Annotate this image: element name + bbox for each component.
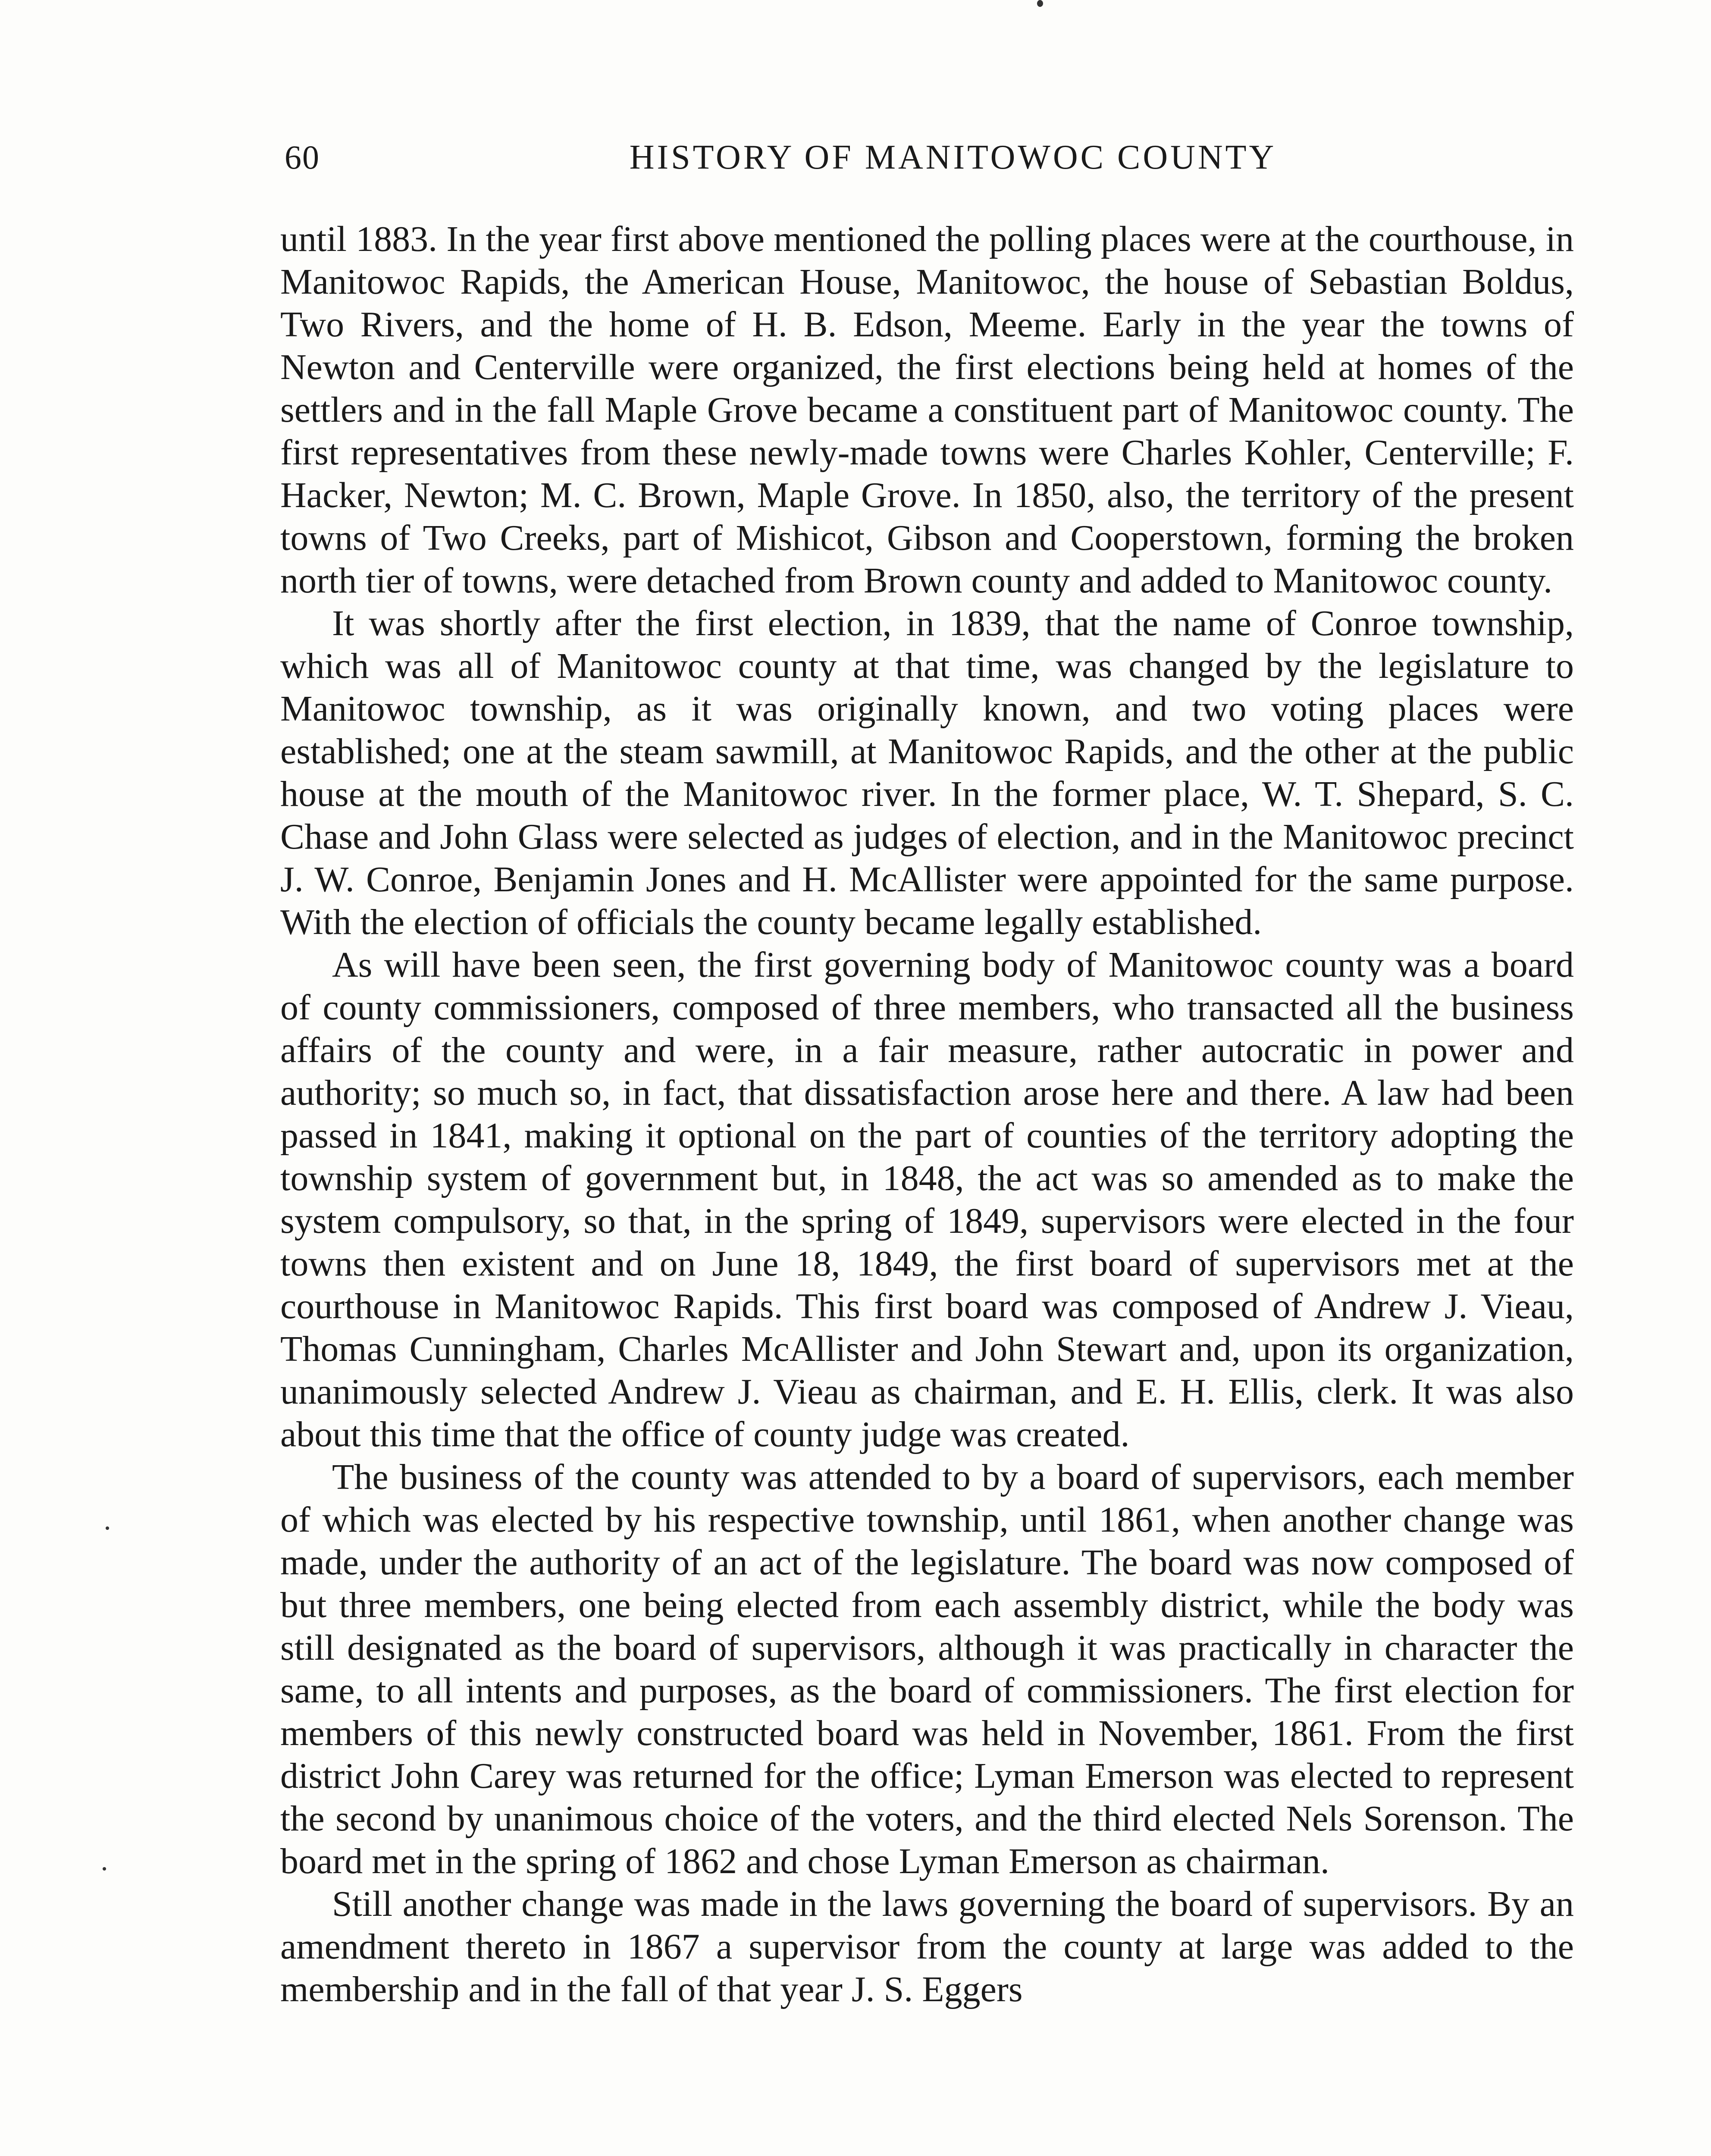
print-speck xyxy=(106,1526,109,1530)
paragraph-4: The business of the county was attended to by a board of supervisors, each member of which was elected by his respective township, until 1861, when another change was made, under the authority of an act of the legislature. The board was now composed of but three members, one being elected from each assembly district, while the body was still designated as the board of supervisors, although it was practically in character the same, to all intents and purposes, as the board of commissioners. The first election for members of this newly constructed board was held in November, 1861. From the first district John Carey was returned for the office; Lyman Emerson was elected to represent the second by unanimous choice of the voters, and the third elected Nels Sorenson. The board met in the spring of 1862 and chose Lyman Emerson as chairman. xyxy=(280,1457,1574,1881)
print-speck xyxy=(103,1867,106,1871)
paragraph-2: It was shortly after the first election, in 1839, that the name of Conroe township, which was all of Manitowoc county at that time, was changed by the legislature to Manitowoc township, as it was originally known, and two voting places were established; one at the steam sawmill, at Manitowoc Rapids, and the other at the public house at the mouth of the Manitowoc river. In the former place, W. T. Shepard, S. C. Chase and John Glass were selected as judges of election, and in the Manitowoc precinct J. W. Conroe, Benjamin Jones and H. McAllister were appointed for the same purpose. With the election of officials the county became legally established. xyxy=(280,603,1574,942)
print-speck xyxy=(1037,0,1043,7)
running-head xyxy=(285,138,1570,185)
paragraph-5: Still another change was made in the laws governing the board of supervisors. By an amendment thereto in 1867 a supervisor from the county at large was added to the membership and in the fall of that year J. S. Eggers xyxy=(280,1884,1574,2009)
body-text xyxy=(280,218,1574,2011)
paragraph-1: until 1883. In the year first above mentioned the polling places were at the courthouse, in Manitowoc Rapids, the American House, Manitowoc, the house of Sebastian Boldus, Two Rivers, and the home of H. B. Edson, Meeme. Early in the year the towns of Newton and Centerville were organized, the first elections being held at homes of the settlers and in the fall Maple Grove became a constituent part of Manitowoc county. The first representatives from these newly-made towns were Charles Kohler, Centerville; F. Hacker, Newton; M. C. Brown, Maple Grove. In 1850, also, the territory of the present towns of Two Creeks, part of Mishicot, Gibson and Cooperstown, forming the broken north tier of towns, were detached from Brown county and added to Manitowoc county. xyxy=(280,219,1574,601)
page-number: 60 xyxy=(285,138,320,176)
paragraph-3: As will have been seen, the first governing body of Manitowoc county was a board of county commissioners, composed of three members, who transacted all the business affairs of the county and were, in a fair measure, rather autocratic in power and authority; so much so, in fact, that dissatisfaction arose here and there. A law had been passed in 1841, making it optional on the part of counties of the territory adopting the township system of government but, in 1848, the act was so amended as to make the system compulsory, so that, in the spring of 1849, supervisors were elected in the four towns then existent and on June 18, 1849, the first board of supervisors met at the courthouse in Manitowoc Rapids. This first board was composed of Andrew J. Vieau, Thomas Cunningham, Charles McAllister and John Stewart and, upon its organization, unanimously selected Andrew J. Vieau as chairman, and E. H. Ellis, clerk. It was also about this time that the office of county judge was created. xyxy=(280,945,1574,1454)
running-title: HISTORY OF MANITOWOC COUNTY xyxy=(629,138,1277,176)
